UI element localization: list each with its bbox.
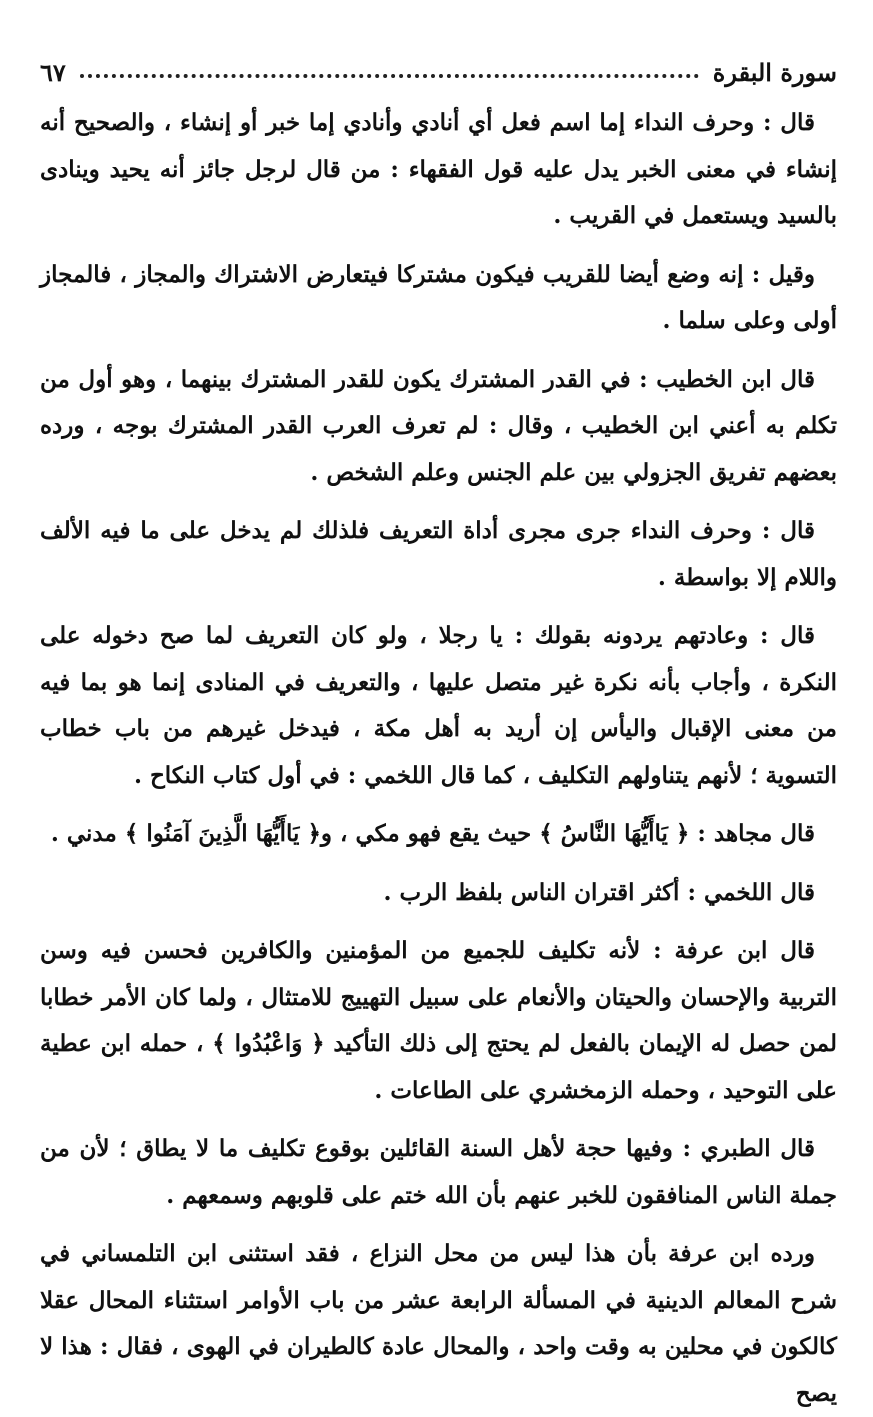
paragraph: قال : وحرف النداء جرى مجرى أداة التعريف فلذلك لم يدخل على ما فيه الألف واللام إلا بواسطة . (40, 517, 837, 591)
paragraph: قال مجاهد : ﴿ يَاأَيُّهَا النَّاسُ ﴾ حيث يقع فهو مكي ، و﴿ يَاأَيُّهَا الَّذِينَ آمَنُوا ﴾ مدني . (50, 820, 815, 847)
paragraph: قال : وعادتهم يردونه بقولك : يا رجلا ، ولو كان التعريف لما صح دخوله على النكرة ، وأجاب بأنه نكرة غير متصل عليها ، والتعريف في المنادى إنما هو بما فيه من معنى الإقبال واليأس إن أريد به أهل مكة ، فيدخل غيرهم من باب خطاب التسوية ؛ لأنهم يتناولهم التكليف ، كما قال اللخمي : في أول كتاب النكاح . (40, 622, 837, 789)
running-header (40, 52, 837, 92)
page-number: ٦٧ (40, 57, 66, 87)
surah-title: سورة البقرة (712, 57, 837, 87)
paragraph: قال ابن عرفة : لأنه تكليف للجميع من المؤمنين والكافرين فحسن فيه وسن التربية والإحسان والحيتان والأنعام على سبيل التهييج للامتثال ، ولما كان الأمر خطابا لمن حصل له الإيمان بالفعل لم يحتج إلى ذلك التأكيد ﴿ وَاعْبُدُوا ﴾ ، حمله ابن عطية على التوحيد ، وحمله الزمخشري على الطاعات . (40, 937, 837, 1104)
dotted-leader (80, 74, 699, 78)
paragraph: قال ابن الخطيب : في القدر المشترك يكون للقدر المشترك بينهما ، وهو أول من تكلم به أعني ابن الخطيب ، وقال : لم تعرف العرب القدر المشترك بوجه ، ورده بعضهم تفريق الجزولي بين علم الجنس وعلم الشخص . (40, 365, 837, 486)
paragraph: قال : وحرف النداء إما اسم فعل أي أنادي وأنادي إما خبر أو إنشاء ، والصحيح أنه إنشاء في معنى الخبر يدل عليه قول الفقهاء : من قال لرجل جائز أنه يحيد وينادى بالسيد ويستعمل في القريب . (40, 109, 837, 229)
paragraph: ورده ابن عرفة بأن هذا ليس من محل النزاع ، فقد استثنى ابن التلمساني في شرح المعالم الدينية في المسألة الرابعة عشر من باب الأوامر استثناء المحال عقلا كالكون في محلين به وقت واحد ، والمحال عادة كالطيران في الهوى ، فقال : هذا لا يصح (40, 1240, 837, 1407)
paragraph: قال الطبري : وفيها حجة لأهل السنة القائلين بوقوع تكليف ما لا يطاق ؛ لأن من جملة الناس المنافقون للخبر عنهم بأن الله ختم على قلوبهم وسمعهم . (40, 1135, 837, 1209)
paragraph: وقيل : إنه وضع أيضا للقريب فيكون مشتركا فيتعارض الاشتراك والمجاز ، فالمجاز أولى وعلى سلما . (40, 260, 837, 334)
paragraph: قال اللخمي : أكثر اقتران الناس بلفظ الرب . (383, 878, 815, 906)
